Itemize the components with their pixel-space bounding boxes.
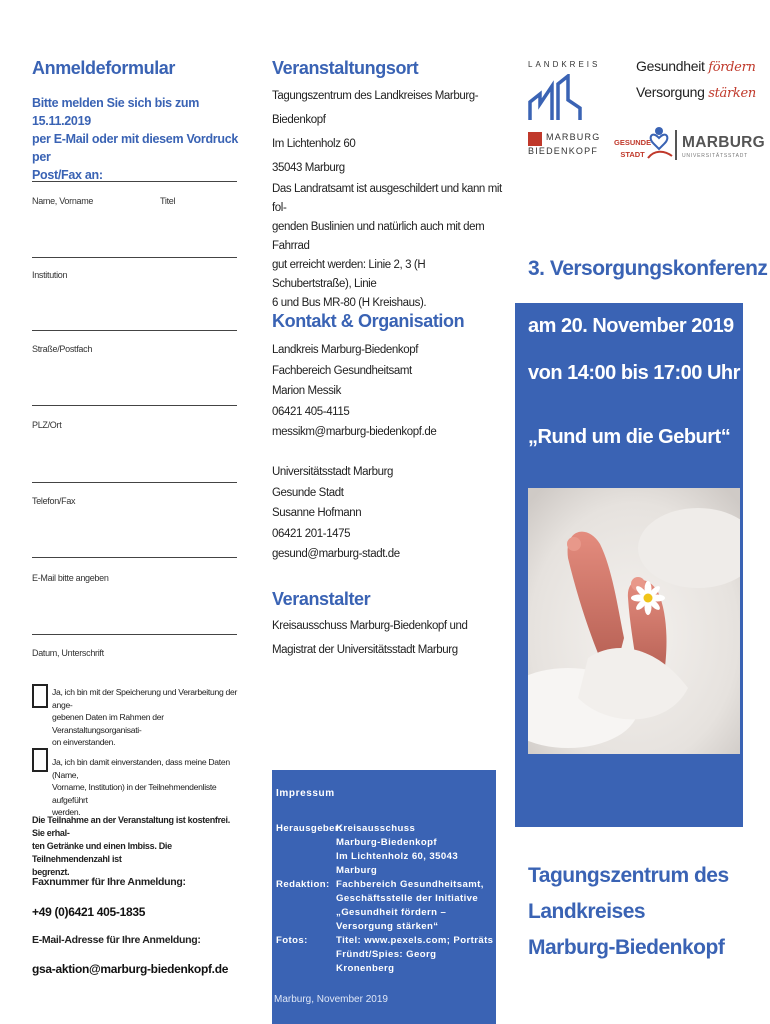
venue-big-title: Tagungszentrum des Landkreises Marburg-Biedenkopf xyxy=(528,864,729,959)
email-address[interactable]: gsa-aktion@marburg-biedenkopf.de xyxy=(32,962,229,976)
organizer-text: Kreisausschuss Marburg-Biedenkopf und Magistrat der Universitätsstadt Marburg xyxy=(272,620,468,656)
form-intro: Bitte melden Sie sich bis zum 15.11.2019 per E-Mail oder mit diesem Vordruck per Post/Fax an: xyxy=(32,96,238,182)
name-label: Name, Vorname xyxy=(32,196,94,206)
email-field[interactable] xyxy=(32,557,237,558)
imprint-title: Impressum xyxy=(276,788,335,799)
landkreis-logo-icon xyxy=(528,74,583,122)
institution-label: Institution xyxy=(32,270,68,280)
name-field[interactable] xyxy=(32,181,237,182)
directions-text: Das Landratsamt ist ausgeschildert und kann mit fol- genden Buslinien und natürlich auch mit dem Fahrrad gut erreicht werden: Linie 2, 3 (H Schubertstraße), Linie 6 und Bus MR-80 (H Kreishaus). xyxy=(272,183,502,309)
zip-city-field[interactable] xyxy=(32,405,237,406)
zip-city-label: PLZ/Ort xyxy=(32,420,62,430)
email-label: E-Mail bitte angeben xyxy=(32,573,109,583)
phone-fax-label: Telefon/Fax xyxy=(32,496,76,506)
imprint-footer: Marburg, November 2019 xyxy=(274,994,388,1005)
email-address-label: E-Mail-Adresse für Ihre Anmeldung: xyxy=(32,934,201,946)
event-date: am 20. November 2019 xyxy=(528,315,734,337)
logo-divider xyxy=(675,130,677,160)
contact-stadt: Universitätsstadt Marburg Gesunde Stadt Susanne Hofmann 06421 201-1475 gesund@marburg-stadt.de xyxy=(272,462,502,565)
venue-title: Veranstaltungsort xyxy=(272,58,419,78)
event-motto: „Rund um die Geburt“ xyxy=(528,426,731,448)
fax-number: +49 (0)6421 405-1835 xyxy=(32,905,146,919)
form-title: Anmeldeformular xyxy=(32,58,176,78)
baby-feet-photo xyxy=(528,488,740,754)
marburg-biedenkopf-crest-icon xyxy=(528,132,542,146)
gesunde-stadt-heart-icon xyxy=(646,124,674,164)
gesunde-stadt-logo-text: GESUNDE STADT xyxy=(614,138,652,159)
conference-title: 3. Versorgungskonferenz xyxy=(528,257,768,280)
participation-note: Die Teilnahme an der Veranstaltung ist kostenfrei. Sie erhal- ten Getränke und einen Imbiss. Die Teilnehmendenzahl ist begrenzt. xyxy=(32,815,230,877)
consent-list-text: Ja, ich bin damit einverstanden, dass meine Daten (Name, Vorname, Institution) in der Teilnehmendenliste aufgeführt werden. xyxy=(52,757,230,817)
consent-storage-text: Ja, ich bin mit der Speicherung und Verarbeitung der ange- gebenen Daten im Rahmen der Veranstaltungsorganisati- on einverstanden. xyxy=(52,687,238,747)
signature-field[interactable] xyxy=(32,634,237,635)
organizer-title: Veranstalter xyxy=(272,589,371,609)
event-time: von 14:00 bis 17:00 Uhr xyxy=(528,362,740,384)
consent-list-checkbox[interactable] xyxy=(32,748,48,772)
institution-field[interactable] xyxy=(32,257,237,258)
gf-logo: Gesundheit fördern xyxy=(636,58,756,75)
street-field[interactable] xyxy=(32,330,237,331)
fax-label: Faxnummer für Ihre Anmeldung: xyxy=(32,876,186,888)
title-label: Titel xyxy=(160,196,176,206)
contact-landkreis-email[interactable]: messikm@marburg-biedenkopf.de xyxy=(272,426,437,438)
imprint-rows: Herausgeber: Kreisausschuss Marburg-Biedenkopf Im Lichtenholz 60, 35043 Marburg Redaktion: Fachbereich Gesundheitsamt, Geschäftsstelle der Initiative „Gesundheit fördern – Versorgung stärken“ Fotos: Titel: www.pexels.com; Porträts Fründt/Spies: Georg Kronenberg xyxy=(276,823,494,974)
imprint-box xyxy=(272,770,496,1024)
contact-stadt-email[interactable]: gesund@marburg-stadt.de xyxy=(272,548,400,560)
phone-fax-field[interactable] xyxy=(32,482,237,483)
marburg-biedenkopf-logo-text: MARBURG BIEDENKOPF xyxy=(528,132,601,156)
contact-landkreis: Landkreis Marburg-Biedenkopf Fachbereich Gesundheitsamt Marion Messik 06421 405-4115 messikm@marburg-biedenkopf.de xyxy=(272,340,502,443)
street-label: Straße/Postfach xyxy=(32,344,93,354)
venue-address: Tagungszentrum des Landkreises Marburg-Biedenkopf Im Lichtenholz 60 35043 Marburg xyxy=(272,90,479,174)
signature-label: Datum, Unterschrift xyxy=(32,648,104,658)
gf-logo-line2: Versorgung stärken xyxy=(636,84,756,101)
landkreis-logo-text: LANDKREIS xyxy=(528,60,601,69)
contact-title: Kontakt & Organisation xyxy=(272,311,465,331)
marburg-logo-text: MARBURG xyxy=(682,134,766,151)
consent-storage-checkbox[interactable] xyxy=(32,684,48,708)
marburg-logo-sub: UNIVERSITÄTSSTADT xyxy=(682,153,749,159)
